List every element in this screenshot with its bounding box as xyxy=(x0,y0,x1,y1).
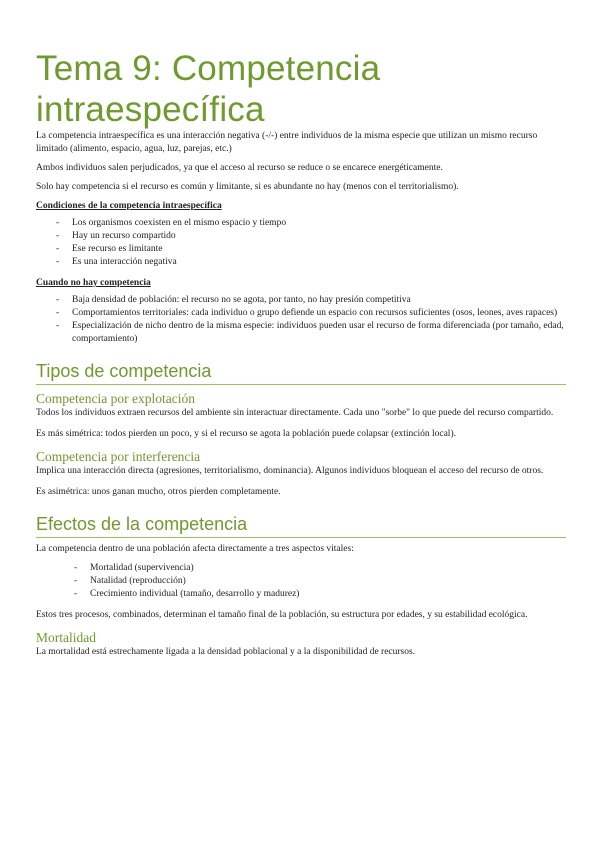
list-dash: - xyxy=(74,563,78,573)
list-item: - Mortalidad (supervivencia) xyxy=(74,563,194,573)
conditions-list xyxy=(36,217,566,269)
list-dash: - xyxy=(74,589,78,599)
mortality-heading: Mortalidad xyxy=(36,630,96,645)
intro-paragraph-3: Solo hay competencia si el recurso es común y limitante, si es abundante no hay (menos con el territorialismo). xyxy=(36,182,459,192)
title-line-2: intraespecífica xyxy=(36,90,265,129)
effects-summary: Estos tres procesos, combinados, determinan el tamaño final de la población, su estructura por edades, y su estabilidad ecológica. xyxy=(36,610,528,620)
effects-list xyxy=(36,562,566,601)
types-section-heading: Tipos de competencia xyxy=(36,360,566,385)
list-dash: - xyxy=(56,218,60,228)
document-content xyxy=(36,48,566,667)
effects-intro: La competencia dentro de una población afecta directamente a tres aspectos vitales: xyxy=(36,544,354,554)
list-item: - Natalidad (reproducción) xyxy=(74,576,186,586)
intro-paragraph-2: Ambos individuos salen perjudicados, ya que el acceso al recurso se reduce o se encarece energéticamente. xyxy=(36,163,443,173)
list-item: - Los organismos coexisten en el mismo espacio y tiempo xyxy=(56,218,287,228)
exploitation-heading: Competencia por explotación xyxy=(36,391,195,406)
list-item: - Baja densidad de población: el recurso no se agota, por tanto, no hay presión competitiva xyxy=(56,295,411,305)
interference-paragraph-1: Implica una interacción directa (agresiones, territorialismo, dominancia). Algunos individuos bloquean el acceso del recurso de otros. xyxy=(36,466,544,476)
exploitation-paragraph-2: Es más simétrica: todos pierden un poco, y si el recurso se agota la población puede colapsar (extinción local). xyxy=(36,429,456,439)
list-dash: - xyxy=(56,257,60,267)
list-item: - Especialización de nicho dentro de la misma especie: individuos pueden usar el recurso de forma diferenciada (por tamaño, edad, comportamiento) xyxy=(56,321,564,344)
list-item: - Comportamientos territoriales: cada individuo o grupo defiende un espacio con recursos suficientes (osos, leones, aves rapaces) xyxy=(56,308,558,318)
interference-heading: Competencia por interferencia xyxy=(36,449,201,464)
no-competition-list xyxy=(36,294,566,346)
intro-paragraph-1: La competencia intraespecífica es una interacción negativa (-/-) entre individuos de la misma especie que utilizan un mismo recurso limitado (alimento, espacio, agua, luz, parejas, etc.) xyxy=(36,131,538,154)
exploitation-paragraph-1: Todos los individuos extraen recursos del ambiente sin interactuar directamente. Cada uno "sorbe" lo que puede del recurso compartido. xyxy=(36,408,554,418)
list-dash: - xyxy=(56,244,60,254)
list-dash: - xyxy=(56,295,60,305)
list-item: - Crecimiento individual (tamaño, desarrollo y madurez) xyxy=(74,589,300,599)
conditions-heading: Condiciones de la competencia intraespecífica xyxy=(36,201,222,211)
interference-paragraph-2: Es asimétrica: unos ganan mucho, otros pierden completamente. xyxy=(36,487,281,497)
mortality-paragraph: La mortalidad está estrechamente ligada a la densidad poblacional y a la disponibilidad de recursos. xyxy=(36,647,416,657)
list-item: - Hay un recurso compartido xyxy=(56,231,176,241)
list-dash: - xyxy=(56,308,60,318)
effects-section-heading: Efectos de la competencia xyxy=(36,513,566,538)
list-item: - Es una interacción negativa xyxy=(56,257,177,267)
list-dash: - xyxy=(74,576,78,586)
list-item: - Ese recurso es limitante xyxy=(56,244,163,254)
title-line-1: Tema 9: Competencia xyxy=(36,49,381,88)
list-dash: - xyxy=(56,231,60,241)
list-dash: - xyxy=(56,321,60,331)
no-competition-heading: Cuando no hay competencia xyxy=(36,278,151,288)
page-title xyxy=(36,48,566,130)
